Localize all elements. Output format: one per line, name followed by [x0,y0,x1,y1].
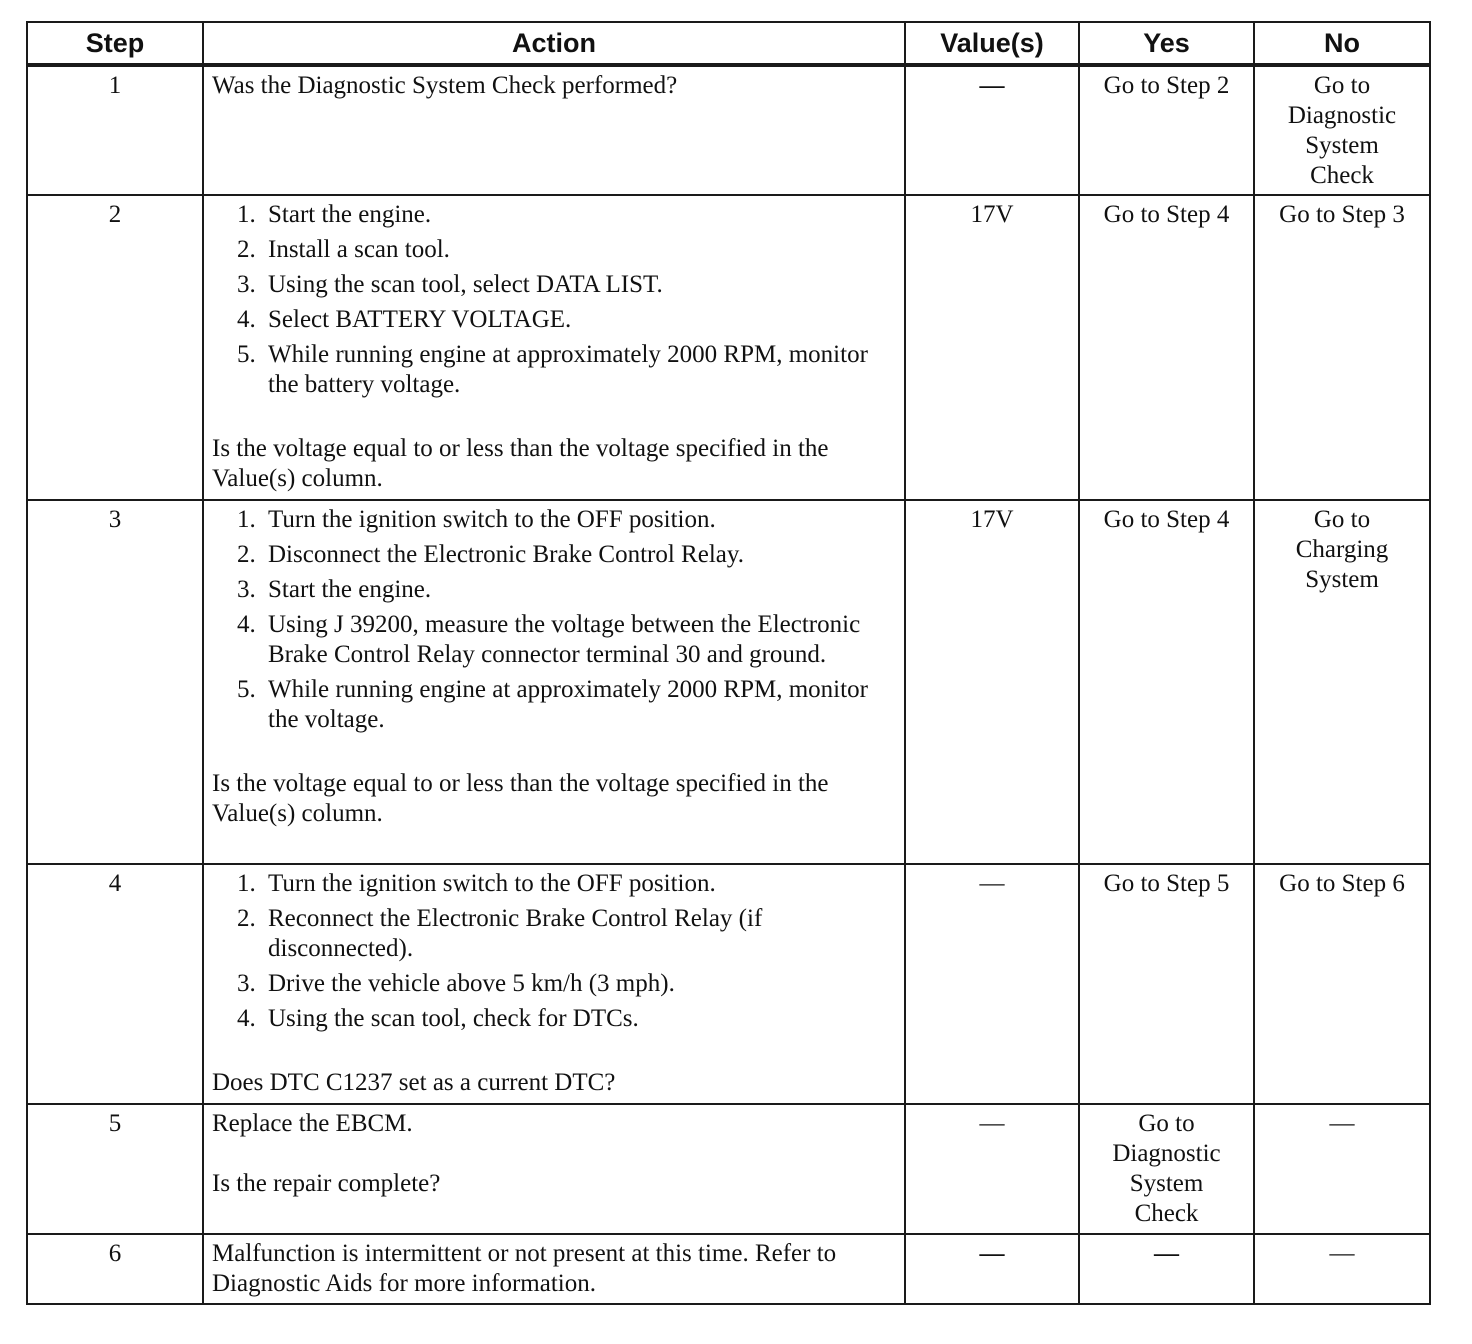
action-step: 4. Using J 39200, measure the voltage between the Electronic Brake Control Relay connector terminal 30 and ground. [237,611,861,668]
action-text: Was the Diagnostic System Check performed? [212,72,678,99]
value-dash: — [979,1240,1005,1267]
no-line: Diagnostic [1287,102,1397,129]
action-cell [203,195,905,500]
table-row [27,1104,1430,1234]
action-steps [212,869,890,1034]
yes-cell: Go to Step 4 [1079,500,1254,864]
header-yes: Yes [1079,22,1254,65]
yes-cell: Go to Step 2 [1079,65,1254,195]
value-dash: — [979,72,1005,99]
no-cell [1254,65,1430,195]
step-number: 2 [27,195,203,500]
action-step: 5. While running engine at approximately 2000 RPM, monitor the voltage. [237,676,868,733]
no-line: System [1305,132,1379,159]
yes-line: Check [1134,1200,1199,1227]
action-step: 4. Select BATTERY VOLTAGE. [237,306,572,333]
action-text: Replace the EBCM. [212,1110,413,1137]
table-row [27,195,1430,500]
action-step: 5. While running engine at approximately 2000 RPM, monitor the battery voltage. [237,341,868,398]
action-question: Is the voltage equal to or less than the voltage specified in the Value(s) column. [212,770,829,827]
action-text: Malfunction is intermittent or not present at this time. Refer to Diagnostic Aids for more information. [212,1240,837,1297]
no-line: Charging [1295,536,1389,563]
action-question: Does DTC C1237 set as a current DTC? [212,1069,616,1096]
yes-cell [1079,1234,1254,1304]
action-step: 2. Disconnect the Electronic Brake Control Relay. [237,541,745,568]
no-line: Check [1310,162,1374,189]
no-line: Go to [1313,72,1371,99]
step-number: 4 [27,864,203,1104]
action-steps [212,200,890,400]
yes-line: Diagnostic [1112,1140,1221,1167]
header-values: Value(s) [905,22,1079,65]
action-step: 1. Turn the ignition switch to the OFF position. [237,870,716,897]
action-question: Is the repair complete? [212,1170,441,1197]
table-row [27,1234,1430,1304]
action-step: 3. Drive the vehicle above 5 km/h (3 mph). [237,970,675,997]
yes-line: System [1129,1170,1204,1197]
action-step: 2. Install a scan tool. [237,236,450,263]
no-cell [1254,500,1430,864]
no-cell: — [1254,1104,1430,1234]
no-line: Go to [1313,506,1371,533]
no-cell: — [1254,1234,1430,1304]
yes-dash: — [1154,1240,1179,1267]
value-cell: 17V [905,500,1079,864]
yes-cell: Go to Step 4 [1079,195,1254,500]
action-cell [203,1104,905,1234]
step-number: 1 [27,65,203,195]
step-number: 3 [27,500,203,864]
value-cell [905,65,1079,195]
action-cell [203,1234,905,1304]
table-row [27,864,1430,1104]
table-row [27,65,1430,195]
value-cell: 17V [905,195,1079,500]
no-line: System [1305,566,1379,593]
action-cell [203,65,905,195]
no-cell: Go to Step 3 [1254,195,1430,500]
action-question: Is the voltage equal to or less than the voltage specified in the Value(s) column. [212,435,829,492]
action-step: 1. Turn the ignition switch to the OFF position. [237,506,716,533]
header-no: No [1254,22,1430,65]
action-cell [203,864,905,1104]
step-number: 6 [27,1234,203,1304]
action-cell [203,500,905,864]
value-cell: — [905,1104,1079,1234]
action-step: 4. Using the scan tool, check for DTCs. [237,1005,639,1032]
action-step: 1. Start the engine. [237,201,432,228]
yes-cell: Go to Step 5 [1079,864,1254,1104]
step-number: 5 [27,1104,203,1234]
diagnostic-table [26,21,1431,1305]
table-row [27,500,1430,864]
value-cell [905,1234,1079,1304]
yes-cell [1079,1104,1254,1234]
header-row [27,22,1430,65]
header-action: Action [203,22,905,65]
header-step: Step [27,22,203,65]
no-cell: Go to Step 6 [1254,864,1430,1104]
action-steps [212,505,890,735]
yes-line: Go to [1138,1110,1195,1137]
value-cell: — [905,864,1079,1104]
action-step: 2. Reconnect the Electronic Brake Control Relay (if disconnected). [237,905,763,962]
action-step: 3. Using the scan tool, select DATA LIST. [237,271,663,298]
action-step: 3. Start the engine. [237,576,432,603]
